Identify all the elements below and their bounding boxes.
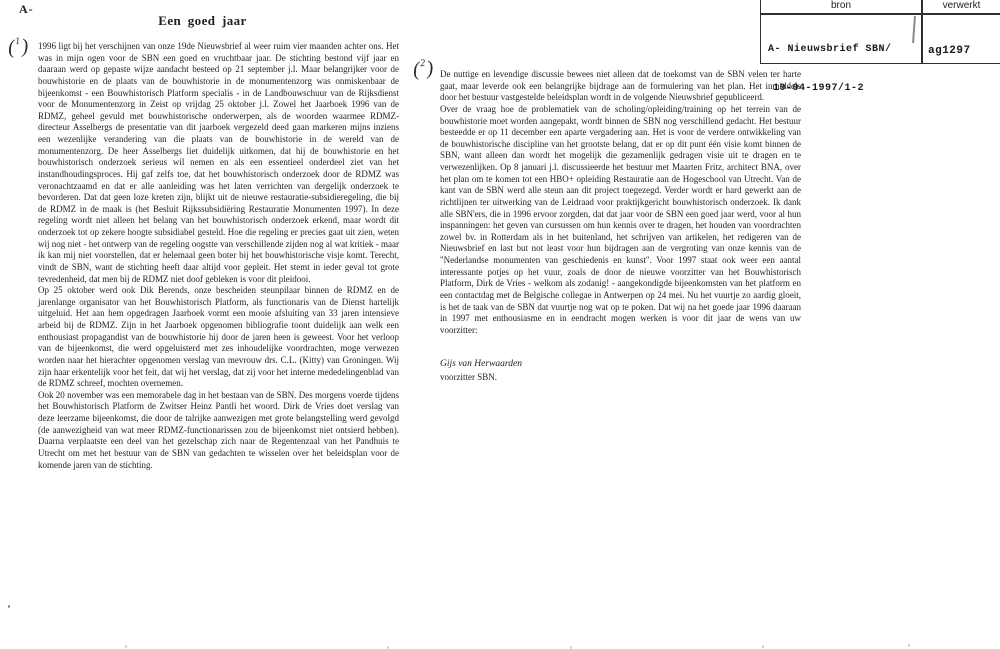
stamp-header-verwerkt: verwerkt (942, 0, 981, 11)
left-paragraph-3: Ook 20 november was een memorabele dag in het bestaan van de SBN. Des morgens voerde tijdens het Bouwhistorisch Platform de Zwitser Heinz Pantli het woord. Dirk de Vries doet verslag van deze leerzame bijeenkomst, die door de talrijke aanwezigen met grote belangstelling werd gevolgd (de aanwezigheid van wat meer RDMZ-functionarissen zou de bijeenkomst niet ontsierd hebben). Daarna verplaatste een deel van het gezelschap zich naar de Regentenzaal van het Pandhuis te Utrecht om met het bestuur van de SBN van gedachten te wisselen over het beleidsplan voor de komende jaren van de stichting. (38, 389, 399, 470)
stamp-header-bron: bron (830, 0, 851, 11)
handwritten-paragraph-mark-2 (412, 58, 434, 80)
signature-role: voorzitter SBN. (440, 372, 497, 382)
mark-1-number: 1 (14, 35, 21, 48)
right-paragraph-2: Over de vraag hoe de problematiek van de scholing/opleiding/training op het terrein van de bouwhistorie moet worden aangepakt, wordt binnen de SBN nog verschillend gedacht. Het bestuur besteedde er op 11 december een aparte vergadering aan. Het is voor de verdere ontwikkeling van de bouwhistorische discipline van het grootste belang, dat er op dit punt één visie komt binnen de SBN, want alleen dan wordt het mogelijk die gezamenlijk gedragen visie uit te dragen en te verwezenlijken. Op 8 januari j.l. discussieerde het bestuur met Maarten Fritz, architect BNA, over het plan om te komen tot een HBO+ opleiding Restauratie aan de Hogeschool van Utrecht. Van de kant van de SBN werd alle steun aan dit project toegezegd. Verder wordt er hard gewerkt aan de richtlijnen ter uitwerking van de Leidraad voor praktijkgericht bouwhistorisch onderzoek. Ik dank alle SBN'ers, die in 1996 ervoor zorgden, dat dat jaar voor de SBN een goed jaar werd, voor al hun inspanningen: het geven van cursussen om hun kennis over te dragen, het houden van voordrachten zowel bv. in Rotterdam als in het buitenland, het schrijven van artikelen, het redigeren van de Nieuwsbrief en last but not least voor hun bijdragen aan de vergroting van onze kennis van de "Nederlandse monumenten van geschiedenis en kunst". Voor 1997 staat ook weer een aantal interessante potjes op het vuur, zoals de door de nieuwe voorzitter van het Bouwhistorisch Platform, Dirk de Vries - welkom als zodanig! - aangekondigde bijeenkomsten van het platform en een contactdag met de Belgische collegae in Antwerpen op 24 mei. Nu het vuurtje zo aardig gloeit, is het de taak van de SBN dat vuurtje nog wat op te poken. Dat wij na het goede jaar 1996 daaraan in 1997 met enthousiasme en in eendracht mogen werken is voor dit jaar de wens van uw voorzitter: (440, 103, 801, 335)
registration-stamp-box (760, 0, 1000, 94)
stamp-processed-code: ag1297 (928, 45, 971, 57)
handwritten-paragraph-mark-1 (7, 36, 29, 58)
corner-mark: A- (19, 2, 34, 16)
signature-name: Gijs van Herwaarden (440, 359, 522, 370)
scan-speck (125, 645, 127, 648)
right-text-column (440, 69, 801, 384)
mark-1-open-paren: ( (7, 36, 16, 59)
mark-2-number: 2 (419, 57, 426, 70)
stamp-header-divider-line (761, 13, 1000, 15)
scan-speck (908, 644, 910, 647)
page-title: Een goed jaar (158, 13, 247, 28)
mark-2-open-paren: ( (412, 58, 421, 81)
scan-speck (762, 645, 764, 648)
left-paragraph-2: Op 25 oktober werd ook Dik Berends, onze bescheiden steunpilaar binnen de RDMZ en de jarenlange organisator van het Bouwhistorisch Platform, als functionaris van de Dienst hartelijk uitgeluid. Het aan hem opgedragen Jaarboek vormt een mooie afsluiting van 33 jaren intensieve arbeid bij de RDMZ. Zijn in het Jaarboek opgenomen bibliografie toont duidelijk aan welk een enthousiast propagandist van de bouwhistorie hij door de jaren heen is geweest. Voor het verloop van de bijeenkomst, die werd opgeluisterd met zes inhoudelijke voordrachten, moge verwezen worden naar het hierachter opgenomen verslag van mevrouw drs. C.L. (Kitty) van Groningen. Wij zijn haar erkentelijk voor het feit, dat wij het verslag, dat zij voor het interne mededelingenblad van de RDMZ schreef, mochten overnemen. (38, 285, 399, 389)
stamp-source-line2: 19-04-1997/1-2 (773, 83, 865, 94)
left-paragraph-1: 1996 ligt bij het verschijnen van onze 19de Nieuwsbrief al weer ruim vier maanden achter ons. Het was in mijn ogen voor de SBN een goed en vruchtbaar jaar. De stichting bestond vijf jaar en daaraan werd op gepaste wijze aandacht besteed op 21 september j.l. Maar belangrijker voor de bouwhistorie en de plaats van de bouwhistorie in de monumentenzorg was onmiskenbaar de bijeenkomst - een Bouwhistorisch Platform specialis - in de Landbouwschuur van de Rijksdienst voor de Monumentenzorg in Zeist op vrijdag 25 oktober j.l. Zowel het Jaarboek 1996 van de RDMZ, geheel gevuld met bouwhistorische onderwerpen, als de woorden waarmee RDMZ-directeur Asselbergs de presentatie van dit jaarboek vergezeld deed gaan markeren mijns inziens een wezenlijke verandering van die plaats van de bouwhistorie in de wereld van de monumentenzorg. De heer Asselbergs liet duidelijk uitkomen, dat hij de bouwhistorie en het bouwhistorisch onderzoek serieus wil nemen en als een essentieel onderdeel ziet van het instandhoudingsproces. Hij gaf zelfs toe, dat het bouwhistorisch onderzoek door de RDMZ was veronachtzaamd en dat er alle aanleiding was het laten verrichten van dergelijk onderzoek te bevorderen. Dat dat geen loze kreten zijn, blijkt uit de nieuwe restauratie-subsidieregeling, die bij de RDMZ in de maak is (het Besluit Rijkssubsidiëring Restauratie Monumenten 1997). In deze regeling wordt niet alleen het belang van het bouwhistorisch onderzoek erkend, maar wordt dit onderzoek tot op zekere hoogte subsidiabel gesteld. Hoe die regeling er precies gaat uit zien, weten wij nog niet - het ontwerp van de regeling oogstte van verschillende zijden nog al wat kritiek - maar ik kan mij niet voorstellen, dat er helemaal geen boter bij het bouwhistorische visje komt. Terecht, vindt de SBN, want de stichting heeft daar altijd voor gepleit. Het stemt in ieder geval tot grote tevredenheid, dat men bij de RDMZ niet doof gebleken is voor dit pleidooi. (38, 41, 399, 284)
stamp-source-line1: A- Nieuwsbrief SBN/ (768, 44, 892, 55)
scan-speck (8, 605, 10, 608)
left-text-column (38, 41, 399, 471)
pen-stroke-mark (912, 16, 915, 43)
mark-2-close-paren: ) (425, 57, 435, 80)
mark-1-close-paren: ) (20, 35, 30, 58)
signature-block (440, 359, 801, 383)
right-paragraph-1: De nuttige en levendige discussie bewees niet alleen dat de toekomst van de SBN velen ter harte gaat, maar leverde ook een belangrijke bijdrage aan de formulering van het plan. Het inmiddels door het bestuur vastgestelde beleidsplan wordt in de volgende Nieuwsbrief gepubliceerd. (440, 69, 801, 103)
